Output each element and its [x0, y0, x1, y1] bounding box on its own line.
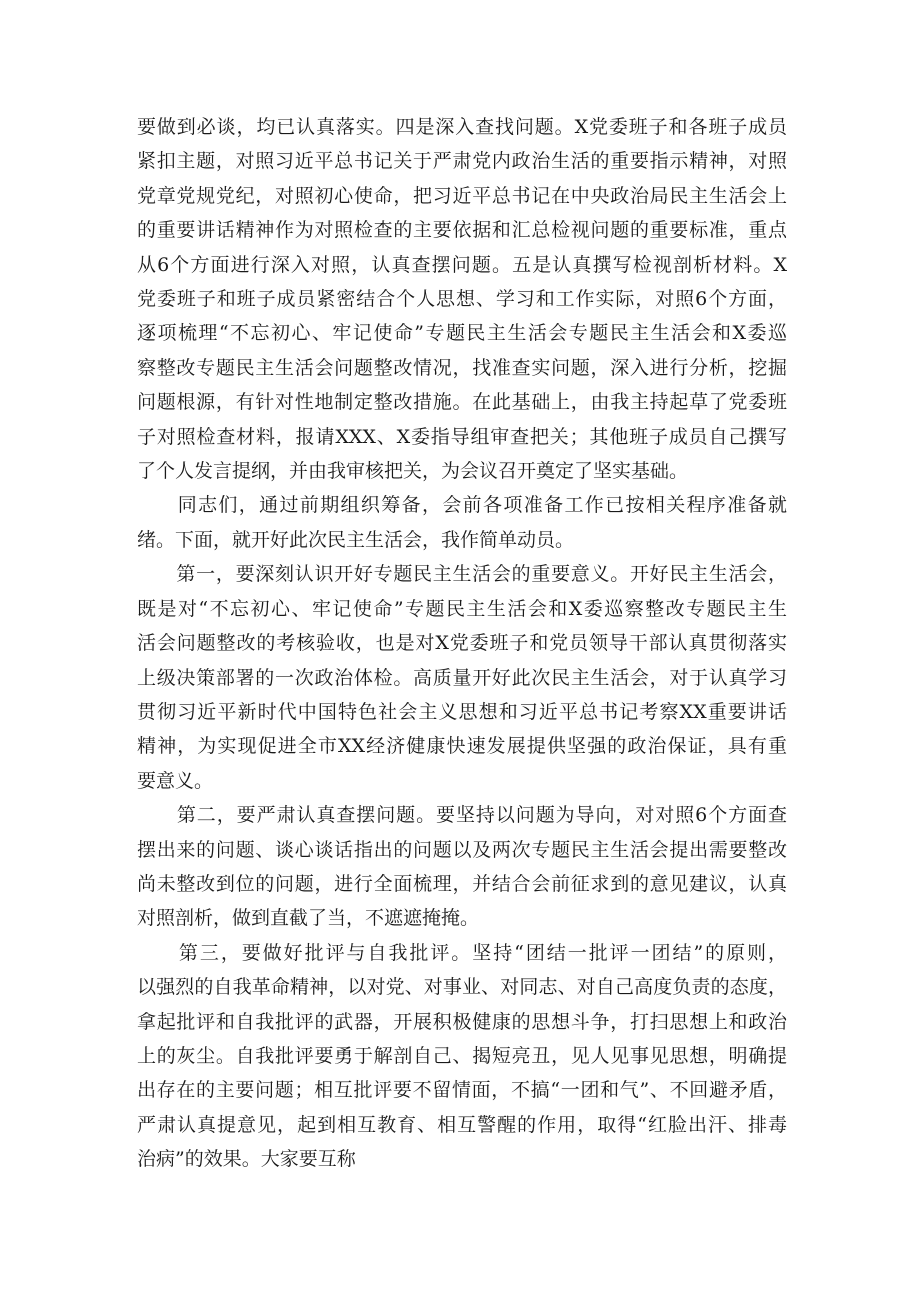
paragraph — [137, 557, 787, 798]
paragraph — [137, 936, 787, 1177]
text-line: 同志们，通过前期组织筹备，会前各项准备工作已按相关程序准备就 — [137, 494, 787, 517]
text-line: 从6个方面进行深入对照，认真查摆问题。五是认真撰写检视剖析材料。X — [137, 253, 787, 276]
text-line: 对照剖析，做到直截了当，不遮遮掩掩。 — [137, 907, 480, 930]
paragraph — [137, 110, 787, 488]
text-line: 逐项梳理“不忘初心、牢记使命”专题民主生活会专题民主生活会和X委巡 — [137, 322, 787, 345]
text-line: 活会问题整改的考核验收，也是对X党委班子和党员领导干部认真贯彻落实 — [137, 632, 787, 655]
text-line: 党章党规党纪，对照初心使命，把习近平总书记在中央政治局民主生活会上 — [137, 184, 787, 207]
text-line: 第二，要严肃认真查摆问题。要坚持以问题为导向，对对照6个方面查 — [137, 804, 787, 827]
text-line: 治病”的效果。大家要互称 — [137, 1148, 356, 1171]
text-line: 上级决策部署的一次政治体检。高质量开好此次民主生活会，对于认真学习 — [137, 666, 787, 689]
text-line: 子对照检查材料，报请XXX、X委指导组审查把关；其他班子成员自己撰写 — [137, 425, 787, 448]
text-line: 紧扣主题，对照习近平总书记关于严肃党内政治生活的重要指示精神，对照 — [137, 150, 787, 173]
text-line: 严肃认真提意见，起到相互教育、相互警醒的作用，取得“红脸出汗、排毒 — [137, 1113, 787, 1136]
text-line: 精神，为实现促进全市XX经济健康快速发展提供坚强的政治保证，具有重 — [137, 735, 787, 758]
text-line: 贯彻习近平新时代中国特色社会主义思想和习近平总书记考察XX重要讲话 — [137, 700, 787, 723]
text-line: 以强烈的自我革命精神，以对党、对事业、对同志、对自己高度负责的态度， — [137, 976, 787, 999]
text-line: 绪。下面，就开好此次民主生活会，我作简单动员。 — [137, 528, 575, 551]
text-line: 既是对“不忘初心、牢记使命”专题民主生活会和X委巡察整改专题民主生 — [137, 597, 787, 620]
text-line: 了个人发言提纲，并由我审核把关，为会议召开奠定了坚实基础。 — [137, 460, 689, 483]
text-line: 的重要讲话精神作为对照检查的主要依据和汇总检视问题的重要标准，重点 — [137, 219, 787, 242]
text-line: 要意义。 — [137, 769, 214, 792]
text-line: 上的灰尘。自我批评要勇于解剖自己、揭短亮丑，见人见事见思想，明确提 — [137, 1044, 787, 1067]
text-line: 第一，要深刻认识开好专题民主生活会的重要意义。开好民主生活会， — [137, 563, 787, 586]
text-line: 察整改专题民主生活会问题整改情况，找准查实问题，深入进行分析，挖掘 — [137, 356, 787, 379]
document-body — [137, 110, 787, 1177]
paragraph — [137, 798, 787, 936]
text-line: 问题根源，有针对性地制定整改措施。在此基础上，由我主持起草了党委班 — [137, 391, 787, 414]
text-line: 党委班子和班子成员紧密结合个人思想、学习和工作实际，对照6个方面， — [137, 288, 787, 311]
text-line: 拿起批评和自我批评的武器，开展积极健康的思想斗争，打扫思想上和政治 — [137, 1010, 787, 1033]
text-line: 出存在的主要问题；相互批评要不留情面，不搞“一团和气”、不回避矛盾， — [137, 1079, 787, 1102]
text-line: 第三，要做好批评与自我批评。坚持“团结一批评一团结”的原则， — [137, 941, 787, 964]
text-line: 要做到必谈，均已认真落实。四是深入查找问题。X党委班子和各班子成员 — [137, 116, 787, 138]
text-line: 尚未整改到位的问题，进行全面梳理，并结合会前征求到的意见建议，认真 — [137, 872, 787, 895]
paragraph — [137, 488, 787, 557]
text-line: 摆出来的问题、谈心谈话指出的问题以及两次专题民主生活会提出需要整改 — [137, 838, 787, 861]
